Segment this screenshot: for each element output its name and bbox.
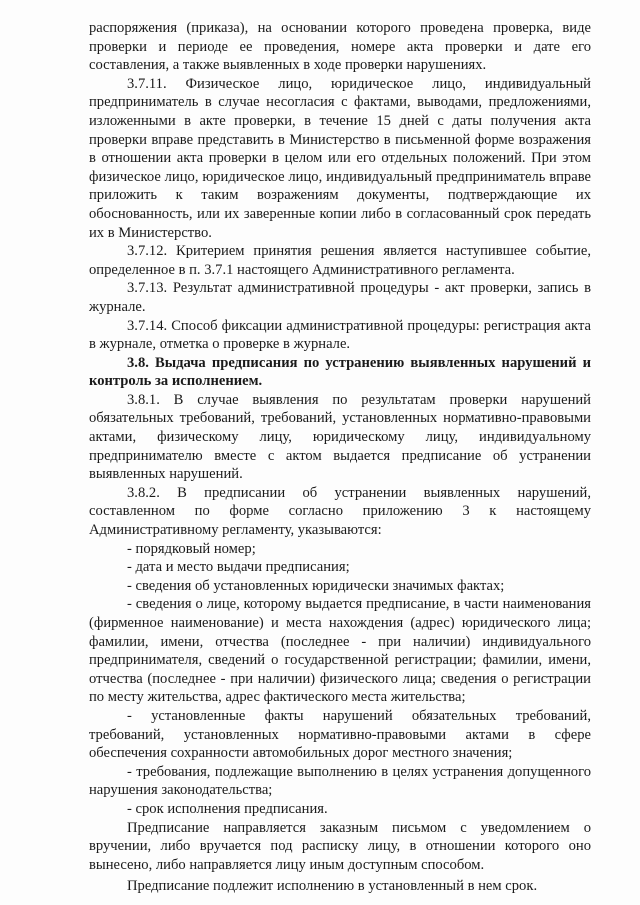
list-item-person-info: - сведения о лице, которому выдается предписание, в части наименования (фирменное наименование) и места нахождения (адрес) юридического лица; фамилии, имени, отчества (последнее - при наличии) индивидуального предпринимателя, сведений о государственной регистрации; фамилии, имени, отчества (последнее - при наличии) физического лица; сведения о регистрации по месту жительства, адрес фактического места жительства; — [89, 596, 591, 706]
paragraph-3-7-13: 3.7.13. Результат административной процедуры - акт проверки, запись в журнале. — [89, 280, 591, 315]
paragraph-3-7-12: 3.7.12. Критерием принятия решения является наступившее событие, определенное в п. 3.7.1 настоящего Административного регламента. — [89, 243, 591, 278]
list-item-requirements: - требования, подлежащие выполнению в целях устранения допущенного нарушения законодательства; — [89, 763, 591, 799]
paragraph-continuation: распоряжения (приказа), на основании которого проведена проверка, виде проверки и периоде ее проведения, номере акта проверки и дате его составления, а также выявленных в ходе проверки нарушениях. — [89, 20, 591, 74]
document-body — [89, 19, 591, 896]
paragraph-3-7-11: 3.7.11. Физическое лицо, юридическое лицо, индивидуальный предприниматель в случае несогласия с фактами, выводами, предложениями, изложенными в акте проверки, в течение 15 дней с даты получения акта проверки вправе представить в Министерство в письменной форме возражения в отношении акта проверки в целом или его отдельных положений. При этом физическое лицо, юридическое лицо, индивидуальный предприниматель вправе приложить к таким возражениям документы, подтверждающие их обоснованность, или их заверенные копии либо в согласованный срок передать их в Министерство. — [89, 75, 591, 241]
paragraph-3-8-1: 3.8.1. В случае выявления по результатам проверки нарушений обязательных требований, требований, установленных нормативно-правовыми актами, физическому лицу, юридическому лицу, индивидуальному предпринимателю вместе с актом выдается предписание об устранении выявленных нарушений. — [89, 391, 591, 483]
list-item-number: - порядковый номер; — [127, 540, 256, 557]
paragraph-delivery: Предписание направляется заказным письмом с уведомлением о вручении, либо вручается под расписку лицу, в отношении которого оно вынесено, либо направляется лицу иным доступным способом. — [89, 819, 591, 873]
paragraph-3-8-2: 3.8.2. В предписании об устранении выявленных нарушений, составленном по форме согласно приложению 3 к настоящему Административному регламенту, указываются: — [89, 484, 591, 539]
list-item-date-place: - дата и место выдачи предписания; — [127, 559, 350, 576]
list-item-facts: - сведения об установленных юридически значимых фактах; — [127, 577, 505, 594]
paragraph-3-7-14: 3.7.14. Способ фиксации административной процедуры: регистрация акта в журнале, отметка о проверке в журнале. — [89, 317, 591, 353]
section-heading-3-8: 3.8. Выдача предписания по устранению выявленных нарушений и контроль за исполнением. — [89, 354, 591, 390]
list-item-deadline: - срок исполнения предписания. — [127, 800, 328, 817]
list-item-violations: - установленные факты нарушений обязательных требований, требований, установленных нормативно-правовыми актами в сфере обеспечения сохранности автомобильных дорог местного значения; — [89, 707, 591, 762]
paragraph-execution: Предписание подлежит исполнению в установленный в нем срок. — [127, 878, 538, 895]
